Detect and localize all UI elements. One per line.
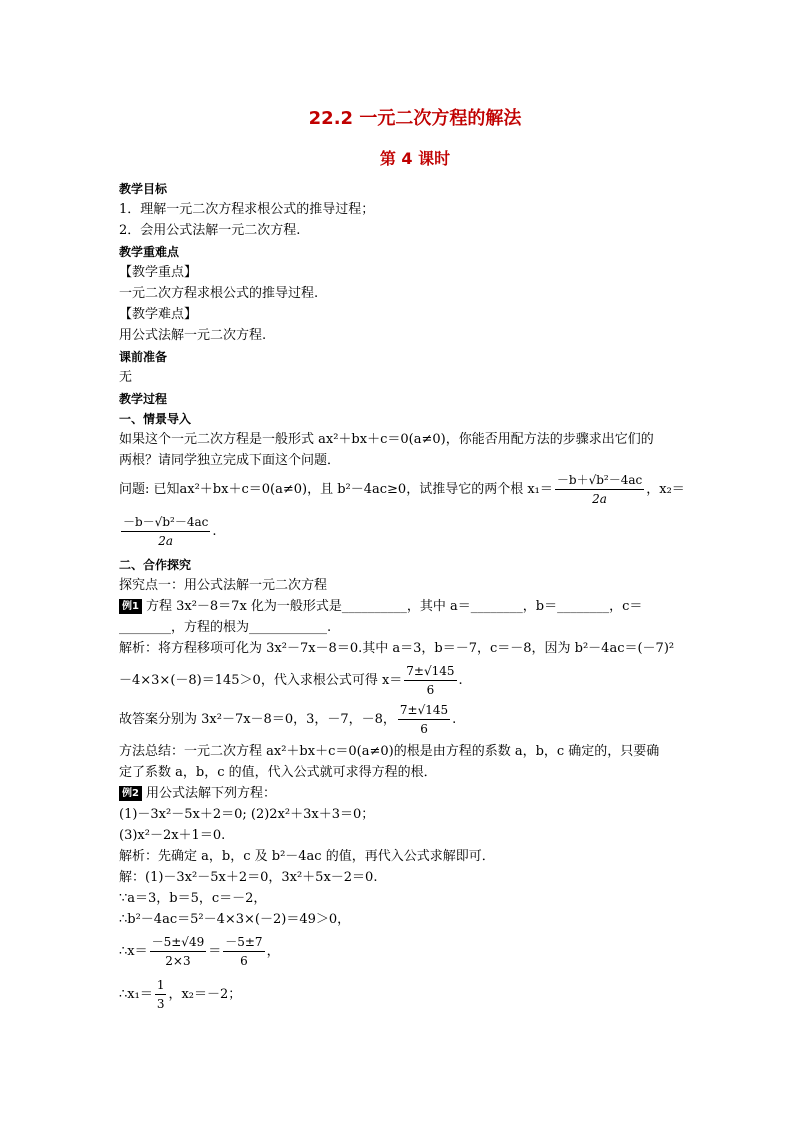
key-point-text: 一元二次方程求根公式的推导过程. bbox=[119, 286, 319, 301]
solution-frac-2-denominator: 6 bbox=[240, 954, 248, 968]
question-mid: ax²＋bx＋c＝0(a≠0)，且 b²－4ac≥0，试推导它的两个根 x₁＝ bbox=[179, 482, 553, 497]
solution-frac-2 bbox=[223, 934, 264, 969]
analysis1-prefix: －4×3×(－8)＝145＞0，代入求根公式可得 x＝ bbox=[119, 673, 403, 688]
lesson-title: 22.2 一元二次方程的解法 bbox=[308, 108, 522, 129]
question-line-2: $\frac{\text{－b－√b²－4ac}}{2a}$ . bbox=[123, 515, 217, 548]
process-heading: 教学过程 bbox=[119, 392, 168, 406]
answer1-prefix: 故答案分别为 3x²－7x－8＝0，3，－7，－8， bbox=[119, 712, 396, 727]
example2-equations-2: (3)x²－2x＋1＝0. bbox=[119, 828, 226, 843]
key-point-label: 【教学重点】 bbox=[119, 265, 198, 280]
difficult-text: 用公式法解一元二次方程. bbox=[119, 328, 267, 343]
goal-item-1: 1．理解一元二次方程求根公式的推导过程； bbox=[119, 202, 375, 217]
question-x2-label: ，x₂＝ bbox=[646, 482, 685, 497]
root-formula-1 bbox=[555, 472, 644, 507]
part2-heading: 二、合作探究 bbox=[119, 558, 192, 572]
part1-heading: 一、情景导入 bbox=[119, 412, 192, 426]
solution-line4-prefix: ∴x＝ bbox=[119, 944, 148, 959]
solution-line1: 解：(1)－3x²－5x＋2＝0，3x²＋5x－2＝0. bbox=[119, 870, 378, 885]
solution-line5-frac bbox=[155, 977, 167, 1012]
example1-line2: ________，方程的根为____________. bbox=[119, 620, 332, 635]
example1-line1 bbox=[119, 598, 642, 616]
analysis1-line2: －4×3×(－8)＝145＞0，代入求根公式可得 x＝ $\frac{7\pm√145}{6}$ . bbox=[119, 664, 463, 697]
method-summary-line1: 方法总结：一元二次方程 ax²＋bx＋c＝0(a≠0)的根是由方程的系数 a，b，c 确定的，只要确 bbox=[119, 744, 660, 759]
question-line bbox=[119, 472, 685, 507]
example2-line bbox=[119, 785, 276, 803]
method-summary-line2: 定了系数 a，b，c 的值，代入公式就可求得方程的根． bbox=[119, 765, 437, 780]
solution-frac-1-denominator: 2×3 bbox=[165, 954, 191, 968]
root-formula-2-numerator: －b－√b²－4ac bbox=[121, 514, 210, 532]
answer1-root-numerator: 7±√145 bbox=[398, 702, 450, 720]
goal-item-2: 2．会用公式法解一元二次方程. bbox=[119, 223, 301, 238]
analysis1-line1: 解析：将方程移项可化为 3x²－7x－8＝0.其中 a＝3，b＝－7，c＝－8，因为 b²－4ac＝(－7)² bbox=[119, 641, 675, 656]
prep-heading: 课前准备 bbox=[119, 350, 168, 364]
example2-tag: 例2 bbox=[119, 786, 142, 801]
solution-line5-prefix: ∴x₁＝ bbox=[119, 987, 153, 1002]
solution-line5 bbox=[119, 977, 241, 1012]
answer1-root bbox=[398, 702, 450, 737]
probe-point: 探究点一：用公式法解一元二次方程 bbox=[119, 578, 328, 593]
prep-text: 无 bbox=[119, 370, 133, 385]
solution-line4-eq: ＝ bbox=[208, 944, 222, 959]
analysis1-root-denominator: 6 bbox=[426, 683, 435, 697]
root-formula-1-numerator: －b＋√b²－4ac bbox=[555, 472, 644, 490]
solution-line4-suffix: ， bbox=[266, 944, 280, 959]
example1-text: 方程 3x²－8＝7x 化为一般形式是__________，其中 a＝________，b＝________，c＝ bbox=[145, 599, 643, 614]
example1-tag: 例1 bbox=[119, 599, 142, 614]
solution-line5-suffix: ，x₂＝－2； bbox=[168, 987, 242, 1002]
root-formula-2-denominator: 2a bbox=[158, 534, 174, 548]
example2-equations-1: (1)－3x²－5x＋2＝0; (2)2x²＋3x＋3＝0； bbox=[119, 807, 375, 822]
goals-heading: 教学目标 bbox=[119, 182, 168, 196]
part1-paragraph-line2: 两根？请同学独立完成下面这个问题． bbox=[119, 453, 341, 468]
answer1-line: 故答案分别为 3x²－7x－8＝0，3，－7，－8， $\frac{7\pm√145}{6}$ . bbox=[119, 703, 457, 736]
solution-frac-1 bbox=[150, 934, 207, 969]
answer1-root-denominator: 6 bbox=[420, 722, 428, 736]
solution-line4 bbox=[119, 934, 280, 969]
example2-text: 用公式法解下列方程： bbox=[145, 786, 276, 801]
root-formula-1-denominator: 2a bbox=[592, 492, 607, 506]
part1-paragraph-line1: 如果这个一元二次方程是一般形式 ax²＋bx＋c＝0(a≠0)，你能否用配方法的步骤求出它们的 bbox=[119, 432, 654, 447]
solution-line5-frac-denominator: 3 bbox=[156, 997, 165, 1011]
solution-line2: ∵a＝3，b＝5，c＝－2， bbox=[119, 891, 267, 906]
solution-line3: ∴b²－4ac＝5²－4×3×(－2)＝49＞0， bbox=[119, 912, 351, 927]
difficult-label: 【教学难点】 bbox=[119, 307, 198, 322]
question-prefix: 问题: 已知 bbox=[119, 482, 180, 497]
solution-frac-1-numerator: －5±√49 bbox=[150, 934, 207, 952]
key-heading: 教学重难点 bbox=[119, 245, 180, 259]
solution-line5-frac-numerator: 1 bbox=[155, 977, 167, 995]
analysis2-line: 解析：先确定 a，b，c 及 b²－4ac 的值，再代入公式求解即可． bbox=[119, 849, 495, 864]
analysis1-root-numerator: 7±√145 bbox=[404, 663, 456, 681]
root-formula-2 bbox=[121, 514, 210, 549]
analysis1-root bbox=[404, 663, 456, 698]
solution-frac-2-numerator: －5±7 bbox=[223, 934, 264, 952]
lesson-subtitle: 第 4 课时 bbox=[379, 149, 451, 168]
